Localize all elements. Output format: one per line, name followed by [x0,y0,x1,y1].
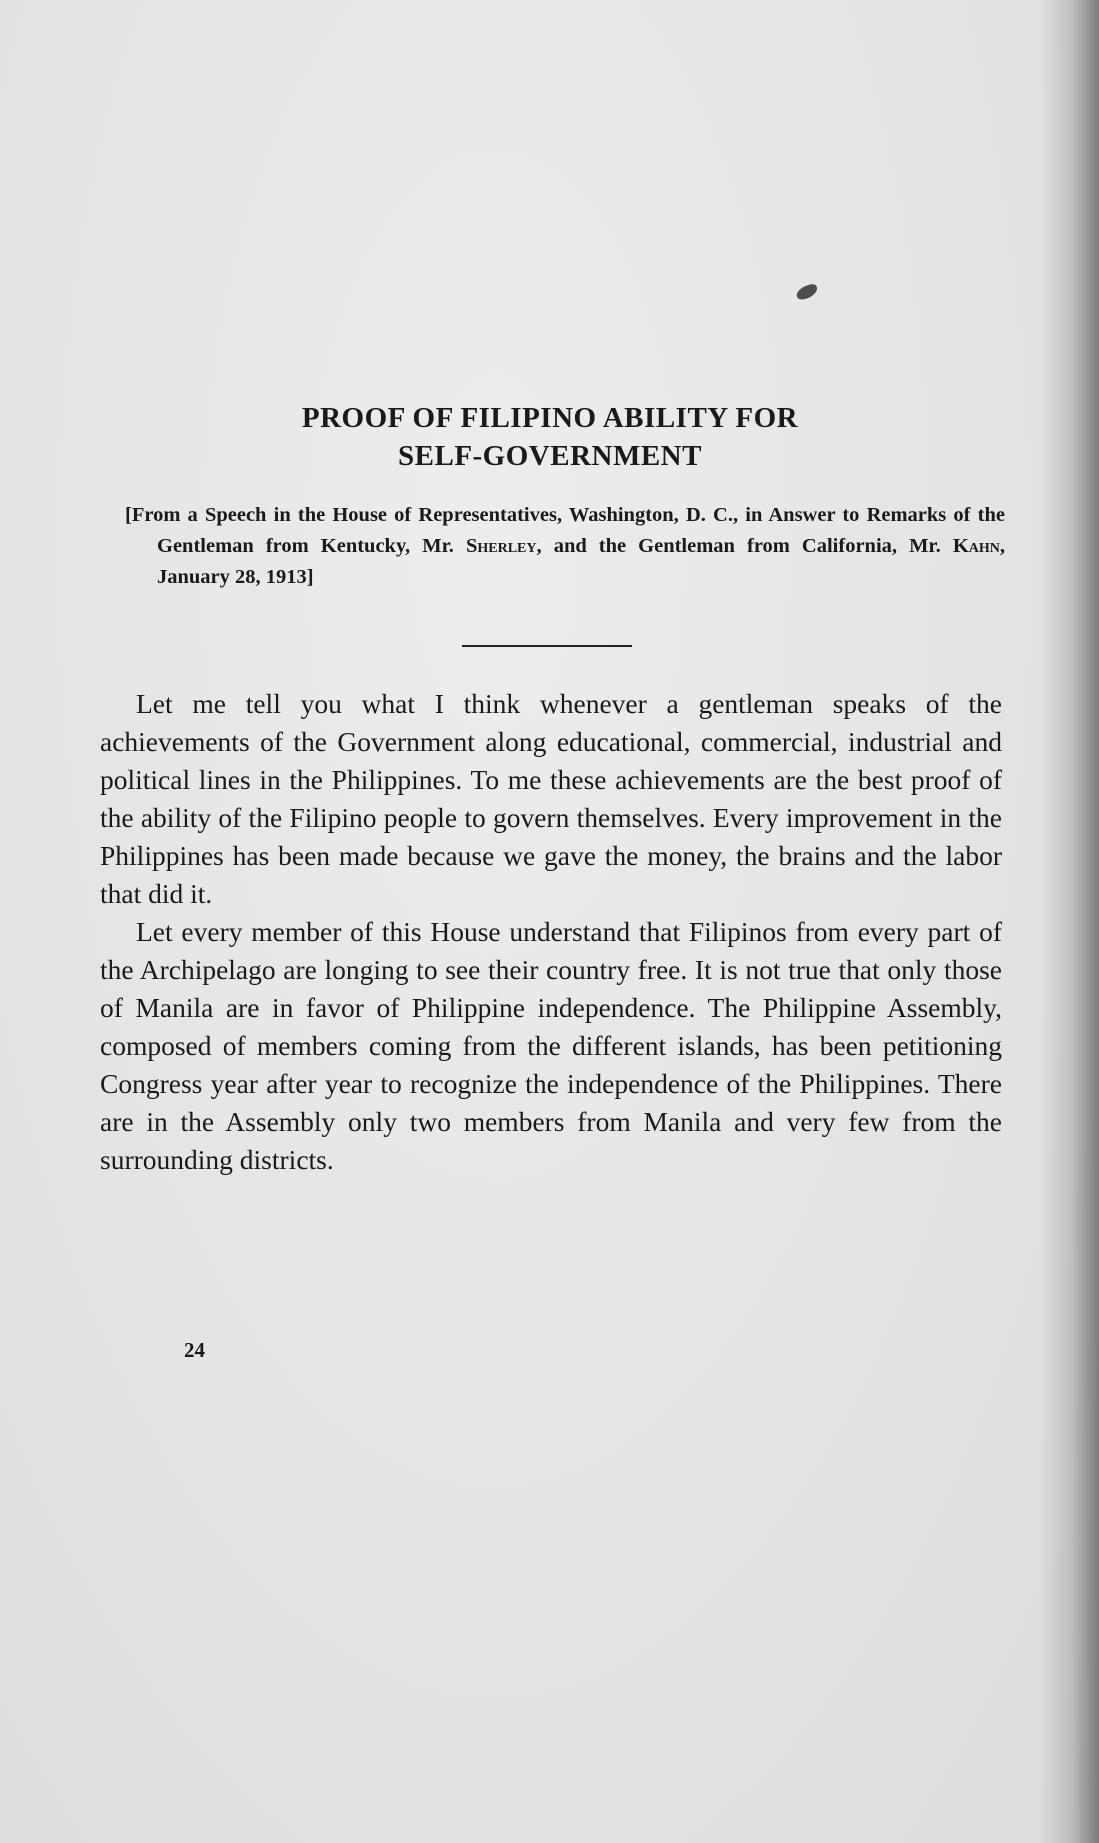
paragraph-1: Let me tell you what I think whenever a gentleman speaks of the achievements of the Government along educational, commercial, industrial and political lines in the Philippines. To me these achievements are the best proof of the ability of the Filipino people to govern themselves. Every improvement in the Philippines has been made because we gave the money, the brains and the labor that did it. [100,688,1002,909]
page-number: 24 [184,1338,205,1362]
citation-name-kahn: Kahn [952,535,1000,557]
citation-part-3: , January 28, 1913] [157,535,1005,588]
speech-body [100,685,1002,1179]
section-divider [462,645,632,647]
speech-citation [125,500,1005,593]
chapter-title-line-2: SELF-GOVERNMENT [398,440,702,472]
citation-part-2: , and the Gentleman from California, Mr. [536,535,953,557]
paragraph-2: Let every member of this House understand that Filipinos from every part of the Archipelago are longing to see their country free. It is not true that only those of Manila are in favor of Philippine independence. The Philippine Assembly, composed of members coming from the different islands, has been petitioning Congress year after year to recognize the independence of the Philippines. There are in the Assembly only two members from Manila and very few from the surrounding districts. [100,916,1002,1175]
chapter-title-line-1: PROOF OF FILIPINO ABILITY FOR [301,402,799,434]
ink-spot [794,282,819,302]
citation-name-sherley: Sherley [465,535,537,557]
spine-shadow [1039,0,1099,1843]
citation-part-1: [From a Speech in the House of Representatives, Washington, D. C., in Answer to Remarks of the Gentleman from Kentucky, Mr. [125,504,1005,557]
